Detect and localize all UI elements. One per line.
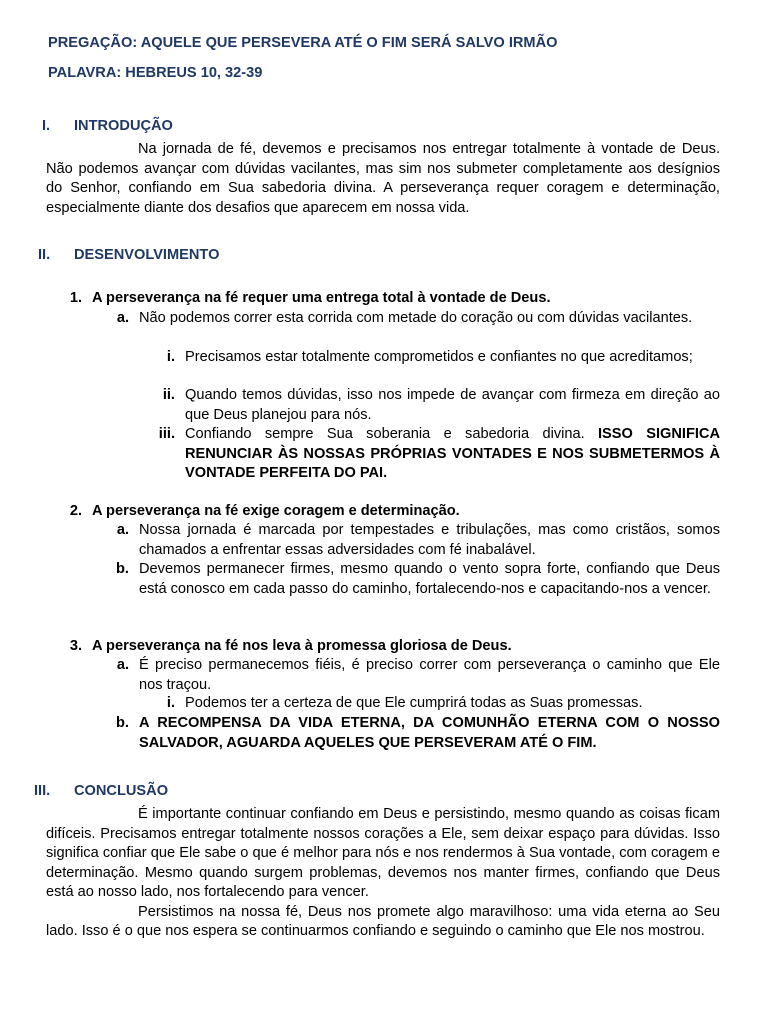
list-text: Não podemos correr esta corrida com metade do coração ou com dúvidas vacilantes. [139,310,693,326]
section-number: I. [42,118,51,134]
point-1-a-ii [162,386,720,425]
point-marker: 2. [69,503,82,519]
point-1-a [116,309,720,329]
intro-paragraph [46,140,720,218]
point-3-a-i [166,694,720,714]
conclusion-text-1: É importante continuar confiando em Deus e persistindo, mesmo quando as coisas ficam difíceis. Precisamos entregar totalmente nossos corações a Ele, sem deixar espaço para dúvidas. Isso significa confiar que Ele sabe o que é melhor para nós e nos rendermos à Sua vontade, com coragem e determinação. Mesmo quando surgem problemas, devemos nos manter firmes, confiando que Deus está ao nosso lado, nos fortalecendo para vencer. [46,806,720,900]
list-text: Devemos permanecer firmes, mesmo quando o vento sopra forte, confiando que Deus está conosco em cada passo do caminho, fortalecendo-nos e capacitando-nos a vencer. [139,561,720,597]
list-marker: a. [116,310,129,326]
point-2-a [116,521,720,560]
list-text: É preciso permanecemos fiéis, é preciso correr com perseverança o caminho que Ele nos traçou. [139,657,720,693]
point-2-b [116,560,720,599]
point-3-a [116,656,720,695]
point-1-a-iii [158,425,720,484]
list-text: Podemos ter a certeza de que Ele cumprirá todas as Suas promessas. [185,695,643,711]
point-marker: 1. [69,290,82,306]
point-3-b [116,714,720,753]
section-title: CONCLUSÃO [74,783,169,799]
list-marker: ii. [162,387,175,403]
list-marker: b. [116,561,129,577]
scripture-reference: PALAVRA: HEBREUS 10, 32-39 [48,65,263,81]
point-text: A perseverança na fé requer uma entrega total à vontade de Deus. [92,290,551,306]
point-text: A perseverança na fé nos leva à promessa gloriosa de Deus. [92,638,512,654]
section-number: III. [34,783,51,799]
list-text: Nossa jornada é marcada por tempestades e tribulações, mas como cristãos, somos chamados a enfrentar essas adversidades com fé inabalável. [139,522,720,558]
list-text [185,425,720,484]
conclusion-paragraphs [46,805,720,942]
list-marker: i. [166,349,175,365]
section-title: DESENVOLVIMENTO [74,247,220,263]
point-marker: 3. [69,638,82,654]
list-text: Precisamos estar totalmente comprometidos e confiantes no que acreditamos; [185,349,693,365]
point-text: A perseverança na fé exige coragem e determinação. [92,503,460,519]
list-marker: iii. [158,426,175,442]
list-text: A RECOMPENSA DA VIDA ETERNA, DA COMUNHÃO ETERNA COM O NOSSO SALVADOR, AGUARDA AQUELES QUE PERSEVERAM ATÉ O FIM. [139,715,720,751]
list-marker: i. [166,695,175,711]
list-marker: b. [116,715,129,731]
point-1-a-i [166,348,720,368]
list-text: Quando temos dúvidas, isso nos impede de avançar com firmeza em direção ao que Deus planejou para nós. [185,387,720,423]
point-1 [69,289,720,309]
sermon-title: PREGAÇÃO: AQUELE QUE PERSEVERA ATÉ O FIM SERÁ SALVO IRMÃO [48,35,558,51]
list-marker: a. [116,522,129,538]
list-text-regular: Confiando sempre Sua soberania e sabedoria divina. [185,426,585,442]
list-marker: a. [116,657,129,673]
point-2 [69,502,720,522]
section-number: II. [38,247,51,263]
point-3 [69,637,720,657]
list-text-emphasis: ISSO SIGNIFICA RENUNCIAR ÀS NOSSAS PRÓPRIAS VONTADES E NOS SUBMETERMOS À VONTADE PERFEITA DO PAI. [185,426,720,481]
intro-text: Na jornada de fé, devemos e precisamos nos entregar totalmente à vontade de Deus. Não podemos avançar com dúvidas vacilantes, mas sim nos submeter completamente aos desígnios do Senhor, confiando em Sua sabedoria divina. A perseverança requer coragem e determinação, especialmente diante dos desafios que aparecem em nossa vida. [46,141,720,216]
section-title: INTRODUÇÃO [74,118,173,134]
conclusion-text-2: Persistimos na nossa fé, Deus nos promete algo maravilhoso: uma vida eterna ao Seu lado. Isso é o que nos espera se continuarmos confiando e seguindo o caminho que Ele nos mostrou. [46,903,720,939]
